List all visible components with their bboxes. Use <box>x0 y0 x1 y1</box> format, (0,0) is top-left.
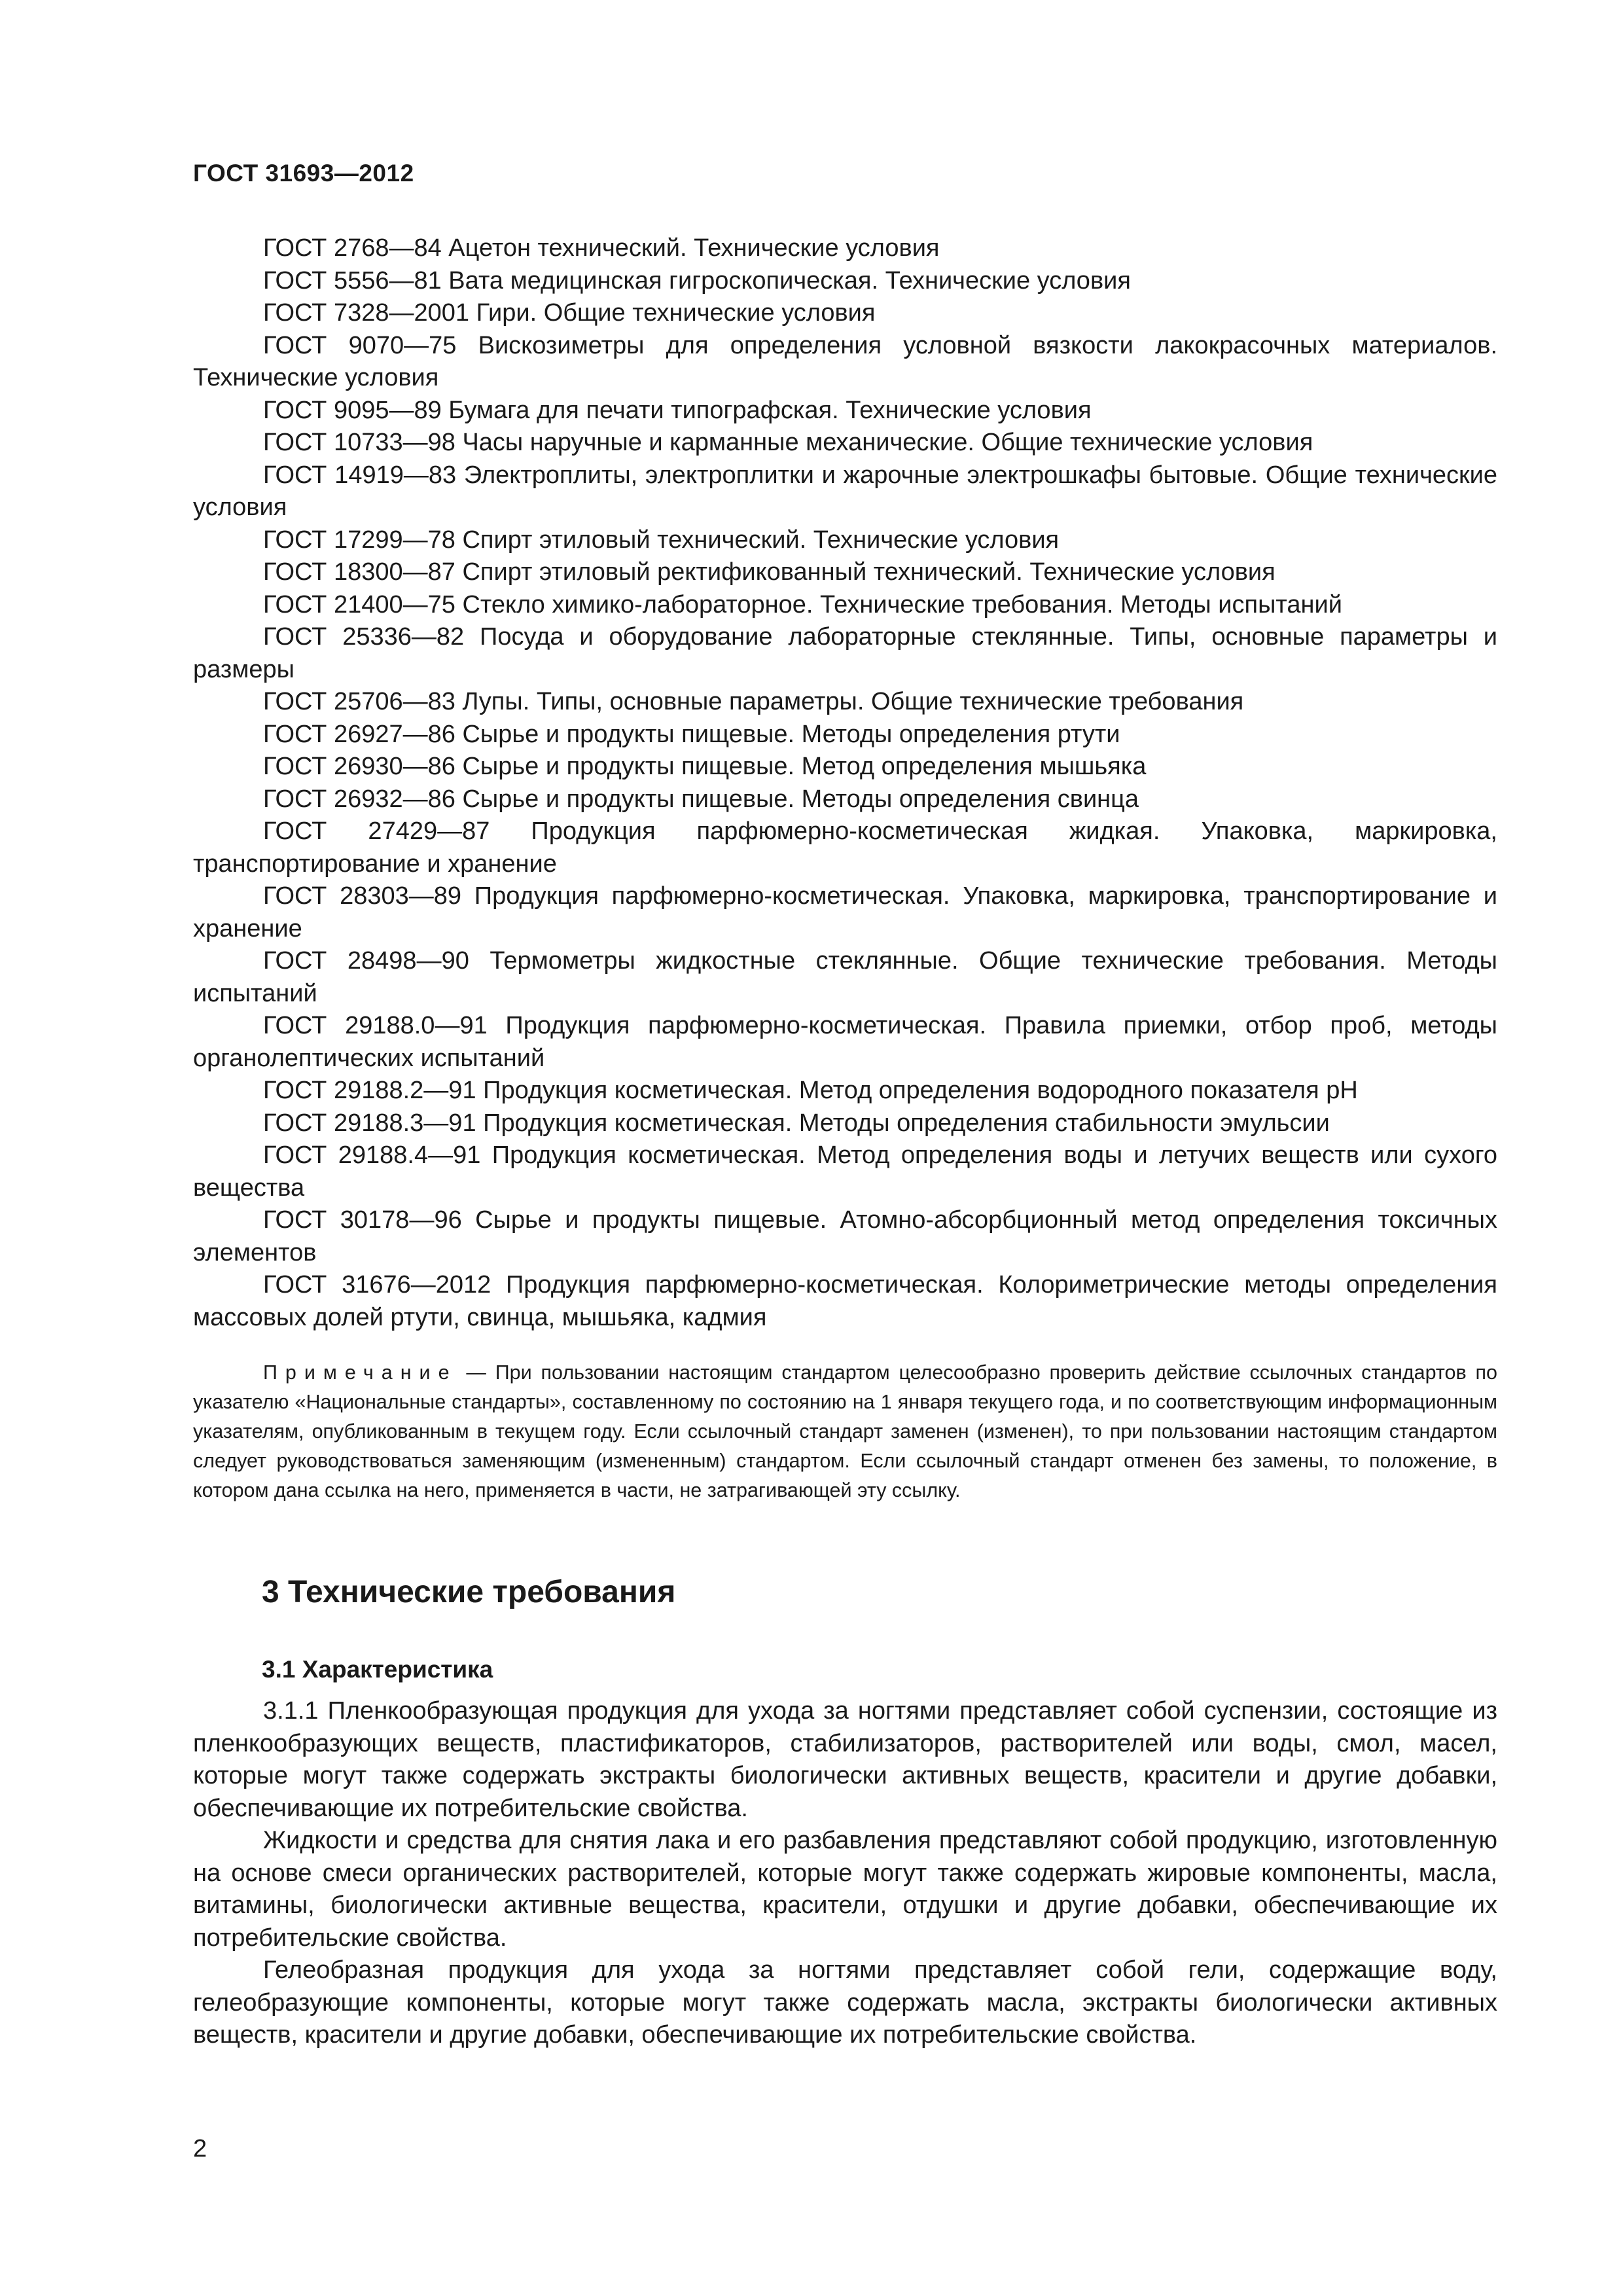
reference-item: ГОСТ 5556—81 Вата медицинская гигроскопическая. Технические условия <box>263 266 1131 295</box>
document-header-id: ГОСТ 31693—2012 <box>193 160 414 187</box>
body-paragraph: Жидкости и средства для снятия лака и его разбавления представляют собой продукцию, изготовленную на основе смеси органических растворителей, которые могут также содержать жировые компоненты, масла, витамины, биологически активные вещества, красители, отдушки и другие добавки, обеспечивающие их потребительские свойства. <box>193 1827 1497 1952</box>
reference-item: ГОСТ 21400—75 Стекло химико-лабораторное. Технические требования. Методы испытаний <box>263 590 1342 619</box>
reference-item: ГОСТ 26932—86 Сырье и продукты пищевые. Методы определения свинца <box>263 785 1139 813</box>
body-paragraph: 3.1.1 Пленкообразующая продукция для ухода за ногтями представляет собой суспензии, состоящие из пленкообразующих веществ, пластификаторов, стабилизаторов, растворителей или воды, смол, масел, которые могут также содержать экстракты биологически активных веществ, красители и другие добавки, обеспечивающие их потребительские свойства. <box>193 1697 1497 1822</box>
reference-item: ГОСТ 25336—82 Посуда и оборудование лабораторные стеклянные. Типы, основные параметры и размеры <box>193 623 1497 683</box>
reference-item: ГОСТ 30178—96 Сырье и продукты пищевые. Атомно-абсорбционный метод определения токсичных элементов <box>193 1206 1497 1266</box>
reference-item: ГОСТ 28303—89 Продукция парфюмерно-косметическая. Упаковка, маркировка, транспортирование и хранение <box>193 882 1497 942</box>
normative-references-list <box>193 232 1497 1334</box>
reference-item: ГОСТ 17299—78 Спирт этиловый технический. Технические условия <box>263 526 1060 554</box>
reference-item: ГОСТ 26927—86 Сырье и продукты пищевые. Методы определения ртути <box>263 720 1120 748</box>
page-number: 2 <box>193 2135 207 2162</box>
reference-item: ГОСТ 29188.3—91 Продукция косметическая. Методы определения стабильности эмульсии <box>263 1109 1330 1137</box>
reference-item: ГОСТ 14919—83 Электроплиты, электроплитки и жарочные электрошкафы бытовые. Общие технические условия <box>193 461 1497 521</box>
subsection-title: 3.1 Характеристика <box>262 1656 493 1683</box>
reference-item: ГОСТ 9070—75 Вискозиметры для определения условной вязкости лакокрасочных материалов. Технические условия <box>193 331 1497 391</box>
reference-item: ГОСТ 26930—86 Сырье и продукты пищевые. Метод определения мышьяка <box>263 753 1147 780</box>
reference-item: ГОСТ 27429—87 Продукция парфюмерно-косметическая жидкая. Упаковка, маркировка, транспортирование и хранение <box>193 817 1497 878</box>
note-text: — При пользовании настоящим стандартом целесообразно проверить действие ссылочных стандартов по указателю «Национальные стандарты», составленному по состоянию на 1 января текущего года, и по соответствующим информационным указателям, опубликованным в текущем году. Если ссылочный стандарт заменен (изменен), то при пользовании настоящим стандартом следует руководствоваться заменяющим (измененным) стандартом. Если ссылочный стандарт отменен без замены, то положение, в котором дана ссылка на него, применяется в части, не затрагивающей эту ссылку. <box>193 1361 1497 1501</box>
reference-item: ГОСТ 29188.0—91 Продукция парфюмерно-косметическая. Правила приемки, отбор проб, методы органолептических испытаний <box>193 1012 1497 1072</box>
reference-item: ГОСТ 31676—2012 Продукция парфюмерно-косметическая. Колориметрические методы определения массовых долей ртути, свинца, мышьяка, кадмия <box>193 1271 1497 1331</box>
reference-item: ГОСТ 28498—90 Термометры жидкостные стеклянные. Общие технические требования. Методы испытаний <box>193 947 1497 1007</box>
reference-item: ГОСТ 18300—87 Спирт этиловый ректификованный технический. Технические условия <box>263 558 1275 586</box>
body-paragraph: Гелеобразная продукция для ухода за ногтями представляет собой гели, содержащие воду, гелеобразующие компоненты, которые могут также содержать масла, экстракты биологически активных веществ, красители и другие добавки, обеспечивающие их потребительские свойства. <box>193 1956 1497 2049</box>
reference-item: ГОСТ 9095—89 Бумага для печати типографская. Технические условия <box>263 396 1092 424</box>
note-paragraph <box>193 1358 1497 1505</box>
reference-item: ГОСТ 7328—2001 Гири. Общие технические условия <box>263 299 876 327</box>
reference-item: ГОСТ 29188.2—91 Продукция косметическая. Метод определения водородного показателя pH <box>263 1077 1358 1104</box>
note-label: Примечание <box>263 1361 457 1384</box>
reference-item: ГОСТ 25706—83 Лупы. Типы, основные параметры. Общие технические требования <box>263 688 1244 715</box>
reference-item: ГОСТ 10733—98 Часы наручные и карманные механические. Общие технические условия <box>263 429 1313 456</box>
section-body <box>193 1695 1497 2052</box>
reference-item: ГОСТ 29188.4—91 Продукция косметическая. Метод определения воды и летучих веществ или сухого вещества <box>193 1141 1497 1202</box>
reference-item: ГОСТ 2768—84 Ацетон технический. Технические условия <box>263 234 940 262</box>
section-title: 3 Технические требования <box>262 1575 676 1609</box>
